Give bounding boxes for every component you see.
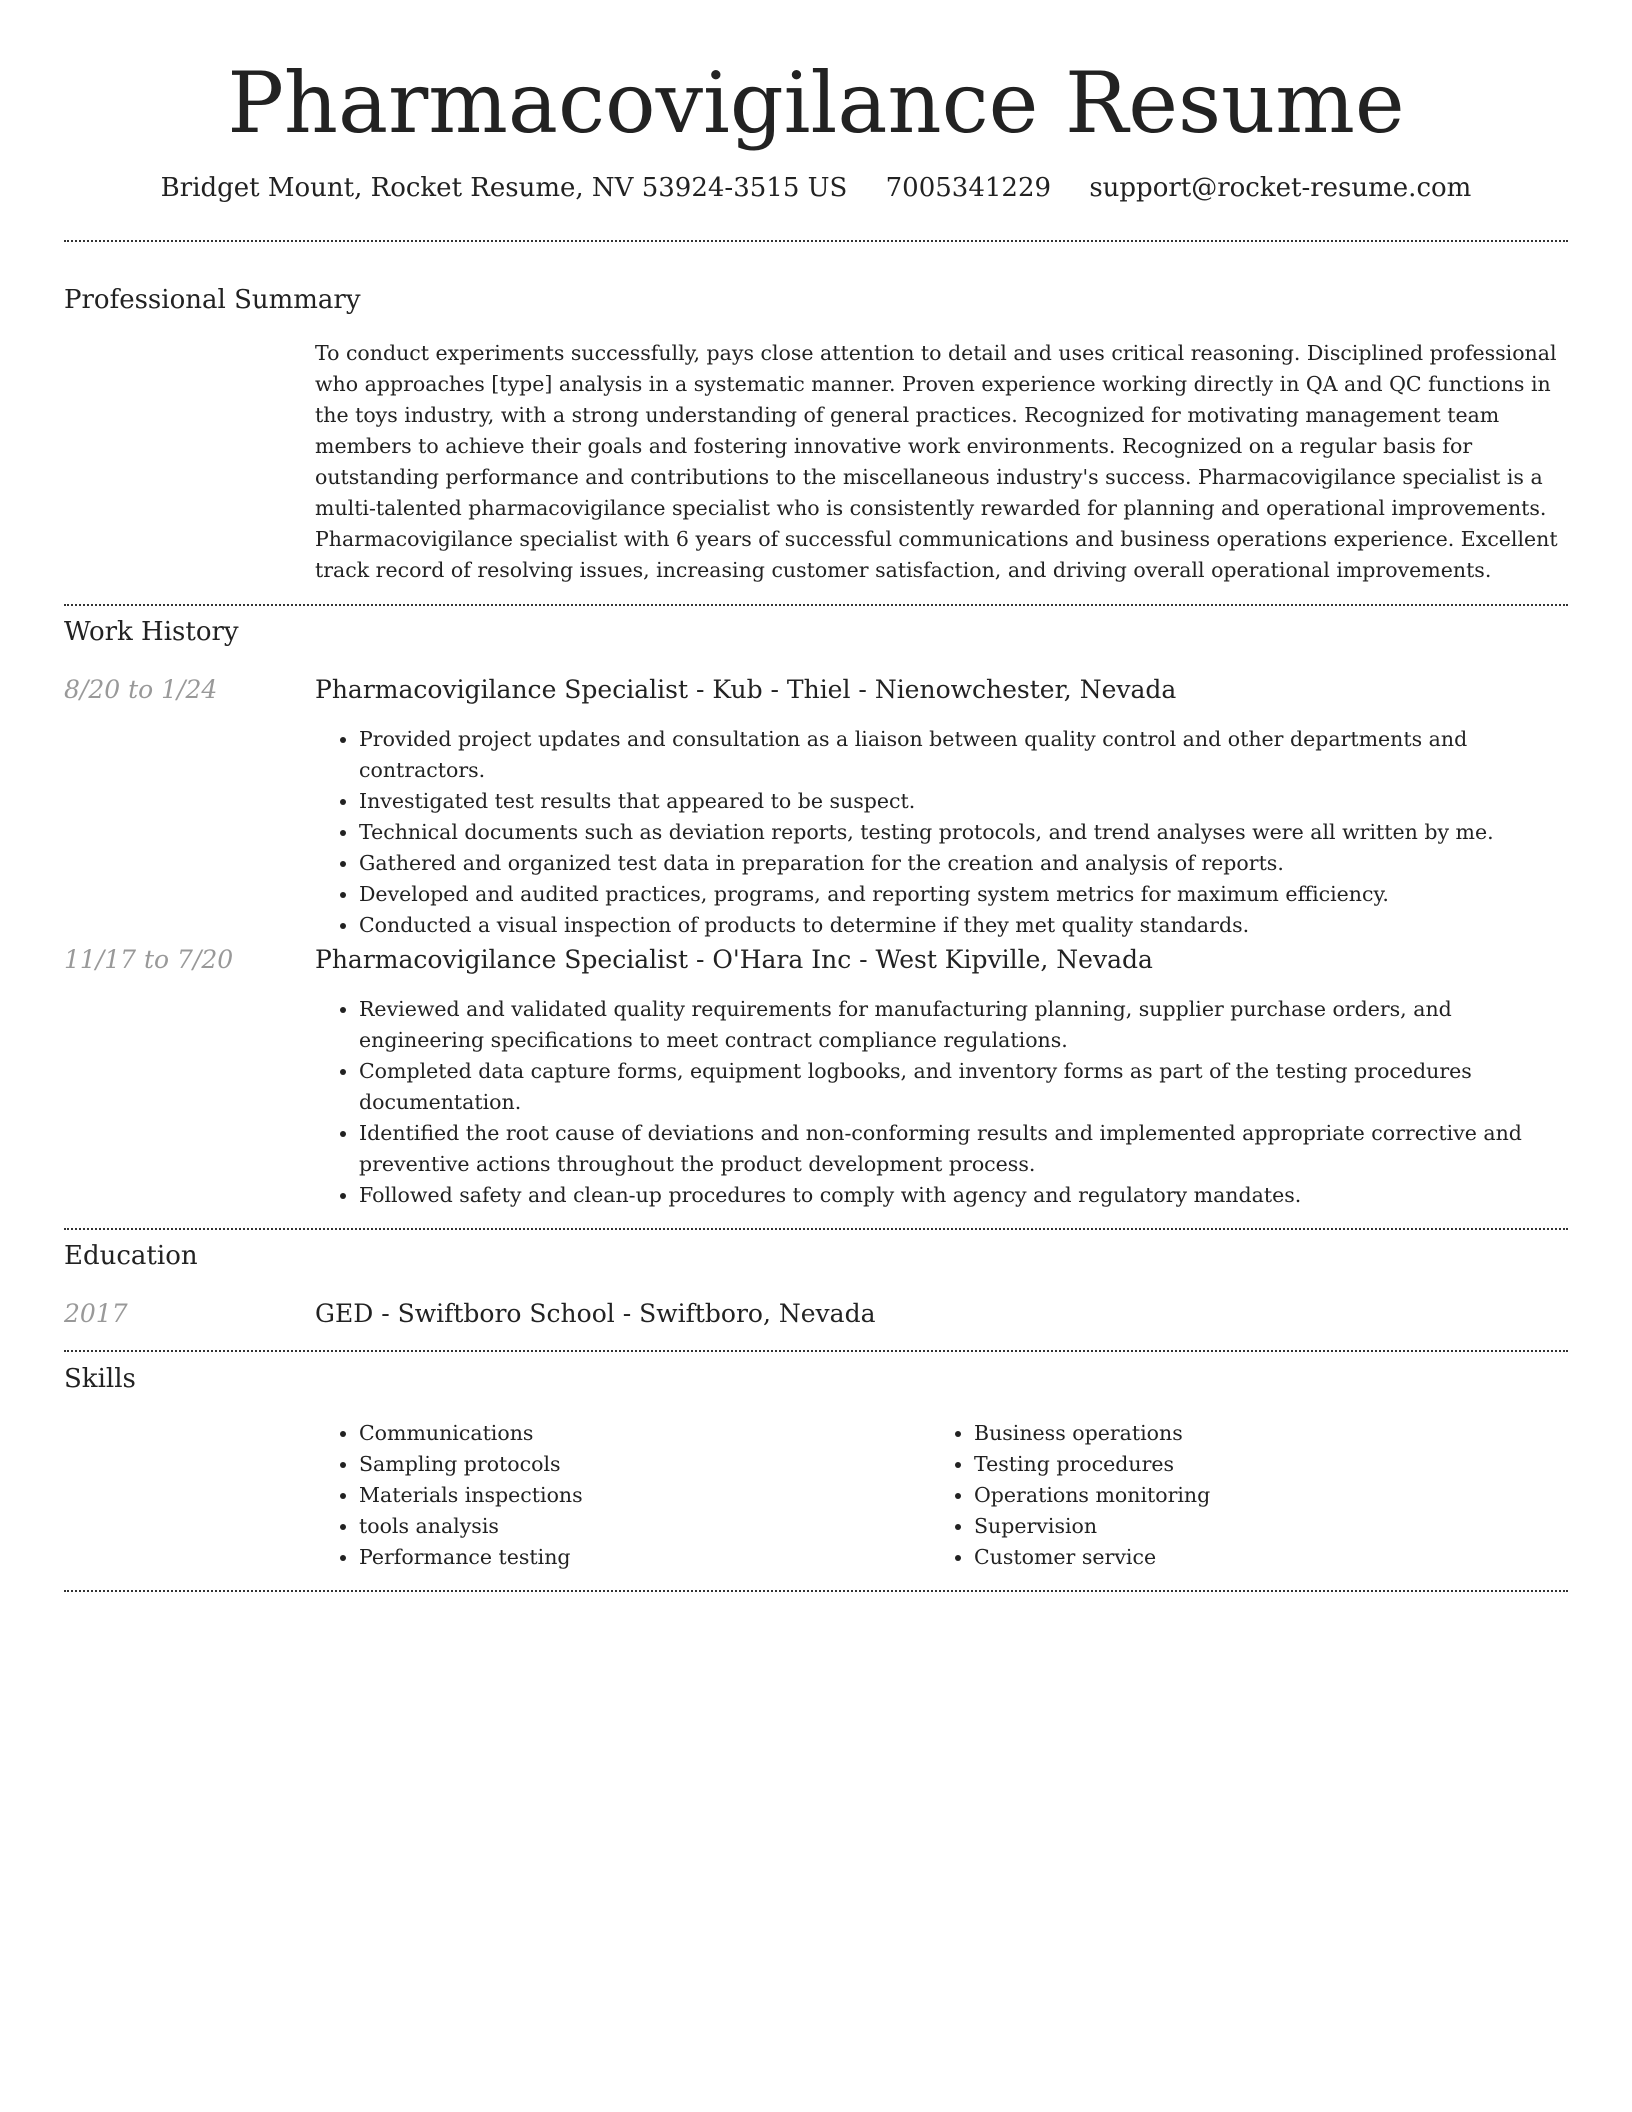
job-bullets xyxy=(315,724,1570,941)
skills-list-right xyxy=(930,1418,1574,1573)
contact-email: support@rocket-resume.com xyxy=(1089,173,1472,203)
list-item: • Identified the root cause of deviations and non-conforming results and implemented appropriate corrective and preventive actions throughout the product development process. xyxy=(359,1118,1570,1180)
education-heading: Education xyxy=(64,1241,198,1271)
job-title: Pharmacovigilance Specialist - O'Hara Inc - West Kipville, Nevada xyxy=(315,945,1153,974)
list-item: • Testing procedures xyxy=(974,1449,1574,1480)
list-item: • Performance testing xyxy=(359,1542,959,1573)
list-item: • Technical documents such as deviation reports, testing protocols, and trend analyses were all written by me. xyxy=(359,817,1570,848)
contact-address: Bridget Mount, Rocket Resume, NV 53924-3515 US xyxy=(160,173,848,203)
list-item: • Developed and audited practices, programs, and reporting system metrics for maximum efficiency. xyxy=(359,879,1570,910)
job-title: Pharmacovigilance Specialist - Kub - Thiel - Nienowchester, Nevada xyxy=(315,675,1177,704)
contact-line xyxy=(0,170,1632,206)
list-item: • Provided project updates and consultation as a liaison between quality control and other departments and contractors. xyxy=(359,724,1570,786)
list-item: • Operations monitoring xyxy=(974,1480,1574,1511)
list-item: • Reviewed and validated quality requirements for manufacturing planning, supplier purchase orders, and engineering specifications to meet contract compliance regulations. xyxy=(359,994,1570,1056)
list-item: • Sampling protocols xyxy=(359,1449,959,1480)
list-item: • Customer service xyxy=(974,1542,1574,1573)
resume-title: Pharmacovigilance Resume xyxy=(227,54,1405,152)
education-year: 2017 xyxy=(64,1299,128,1328)
list-item: • Communications xyxy=(359,1418,959,1449)
list-item: • Conducted a visual inspection of products to determine if they met quality standards. xyxy=(359,910,1570,941)
divider xyxy=(64,1228,1568,1230)
job-dates: 8/20 to 1/24 xyxy=(64,675,218,704)
summary-text: To conduct experiments successfully, pays close attention to detail and uses critical reasoning. Disciplined professional who approaches [type] analysis in a systematic manner. Proven experience working directly in QA and QC functions in the toys industry, with a strong understanding of general practices. Recognized for motivating management team members to achieve their goals and fostering innovative work environments. Recognized on a regular basis for outstanding performance and contributions to the miscellaneous industry's success. Pharmacovigilance specialist is a multi-talented pharmacovigilance specialist who is consistently rewarded for planning and operational improvements. Pharmacovigilance specialist with 6 years of successful communications and business operations experience. Excellent track record of resolving issues, increasing customer satisfaction, and driving overall operational improvements. xyxy=(315,341,1558,582)
divider xyxy=(64,240,1568,242)
divider xyxy=(64,604,1568,606)
list-item: • Completed data capture forms, equipment logbooks, and inventory forms as part of the testing procedures documentation. xyxy=(359,1056,1570,1118)
job-dates: 11/17 to 7/20 xyxy=(64,945,234,974)
list-item: • Materials inspections xyxy=(359,1480,959,1511)
skills-heading: Skills xyxy=(64,1364,136,1394)
list-item: • Gathered and organized test data in preparation for the creation and analysis of reports. xyxy=(359,848,1570,879)
list-item: • Business operations xyxy=(974,1418,1574,1449)
job-bullets xyxy=(315,994,1570,1211)
list-item: • Supervision xyxy=(974,1511,1574,1542)
divider xyxy=(64,1590,1568,1592)
list-item: • Investigated test results that appeared to be suspect. xyxy=(359,786,1570,817)
work-history-heading: Work History xyxy=(64,617,239,647)
summary-heading: Professional Summary xyxy=(64,285,361,315)
divider xyxy=(64,1350,1568,1352)
list-item: • tools analysis xyxy=(359,1511,959,1542)
list-item: • Followed safety and clean-up procedures to comply with agency and regulatory mandates. xyxy=(359,1180,1570,1211)
contact-phone: 7005341229 xyxy=(885,173,1052,203)
education-degree: GED - Swiftboro School - Swiftboro, Nevada xyxy=(315,1299,876,1328)
skills-list-left xyxy=(315,1418,959,1573)
